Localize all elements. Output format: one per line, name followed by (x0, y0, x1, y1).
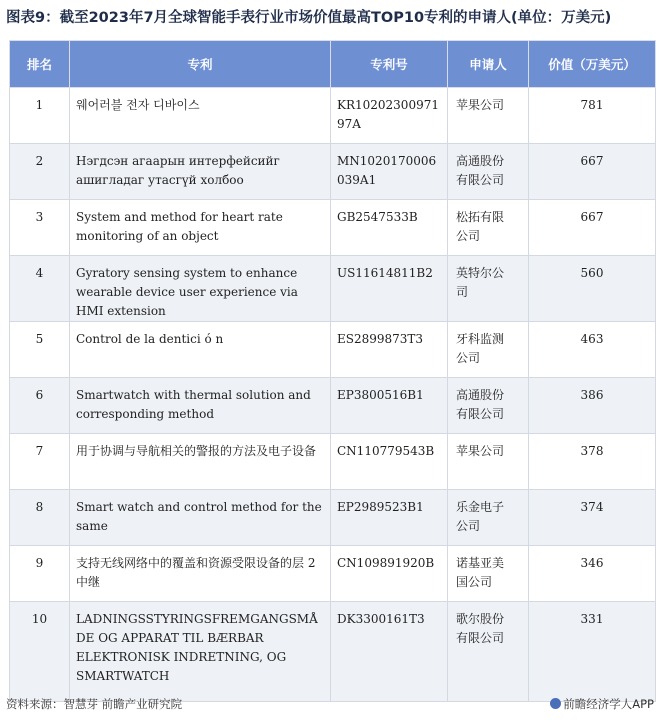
value-cell: 667 (529, 200, 656, 256)
rank-cell: 2 (10, 144, 70, 200)
patent-title-cell: Нэгдсэн агаарын интерфейсийг ашигладаг утасгүй холбоо (70, 144, 331, 200)
brand-logo-icon (550, 698, 561, 709)
applicant-cell: 牙科监测公司 (448, 322, 529, 378)
brand-footer (550, 696, 654, 712)
header-applicant: 申请人 (448, 41, 529, 88)
applicant-cell: 乐金电子公司 (448, 490, 529, 546)
rank-cell: 5 (10, 322, 70, 378)
value-cell: 386 (529, 378, 656, 434)
table-row (10, 144, 656, 200)
patent-number-cell: KR1020230097197A (331, 88, 448, 144)
table-row (10, 490, 656, 546)
header-patent: 专利 (70, 41, 331, 88)
patent-number-cell: US11614811B2 (331, 256, 448, 322)
patent-title-cell: 支持无线网络中的覆盖和资源受限设备的层 2 中继 (70, 546, 331, 602)
applicant-cell: 诺基亚美国公司 (448, 546, 529, 602)
header-patent-number: 专利号 (331, 41, 448, 88)
table-row (10, 88, 656, 144)
table-row (10, 546, 656, 602)
patent-number-cell: MN1020170006039A1 (331, 144, 448, 200)
value-cell: 667 (529, 144, 656, 200)
patent-title-cell: Smart watch and control method for the same (70, 490, 331, 546)
rank-cell: 1 (10, 88, 70, 144)
patent-number-cell: CN109891920B (331, 546, 448, 602)
table-header-row (10, 41, 656, 88)
rank-cell: 7 (10, 434, 70, 490)
patent-title-cell: 用于协调与导航相关的警报的方法及电子设备 (70, 434, 331, 490)
rank-cell: 9 (10, 546, 70, 602)
patent-number-cell: GB2547533B (331, 200, 448, 256)
header-rank: 排名 (10, 41, 70, 88)
rank-cell: 6 (10, 378, 70, 434)
rank-cell: 8 (10, 490, 70, 546)
table-row (10, 322, 656, 378)
value-cell: 463 (529, 322, 656, 378)
patent-title-cell: Smartwatch with thermal solution and corresponding method (70, 378, 331, 434)
table-row (10, 602, 656, 702)
patent-title-cell: System and method for heart rate monitoring of an object (70, 200, 331, 256)
value-cell: 781 (529, 88, 656, 144)
chart-title: 图表9：截至2023年7月全球智能手表行业市场价值最高TOP10专利的申请人(单位：万美元) (6, 10, 612, 26)
value-cell: 560 (529, 256, 656, 322)
brand-name: 前瞻经济学人APP (563, 697, 654, 711)
patent-table (9, 40, 656, 702)
table-row (10, 256, 656, 322)
rank-cell: 4 (10, 256, 70, 322)
header-value: 价值（万美元） (529, 41, 656, 88)
value-cell: 346 (529, 546, 656, 602)
applicant-cell: 英特尔公司 (448, 256, 529, 322)
patent-number-cell: CN110779543B (331, 434, 448, 490)
table-body (10, 88, 656, 702)
applicant-cell: 苹果公司 (448, 434, 529, 490)
value-cell: 331 (529, 602, 656, 702)
patent-title-cell: LADNINGSSTYRINGSFREMGANGSMÅDE OG APPARAT TIL BÆRBAR ELEKTRONISK INDRETNING, OG SMARTWATCH (70, 602, 331, 702)
applicant-cell: 高通股份有限公司 (448, 144, 529, 200)
patent-title-cell: Gyratory sensing system to enhance wearable device user experience via HMI extension (70, 256, 331, 322)
patent-number-cell: EP2989523B1 (331, 490, 448, 546)
applicant-cell: 高通股份有限公司 (448, 378, 529, 434)
patent-number-cell: EP3800516B1 (331, 378, 448, 434)
table-row (10, 200, 656, 256)
applicant-cell: 苹果公司 (448, 88, 529, 144)
patent-number-cell: ES2899873T3 (331, 322, 448, 378)
value-cell: 378 (529, 434, 656, 490)
patent-title-cell: Control de la dentici ó n (70, 322, 331, 378)
rank-cell: 3 (10, 200, 70, 256)
applicant-cell: 歌尔股份有限公司 (448, 602, 529, 702)
rank-cell: 10 (10, 602, 70, 702)
table-row (10, 434, 656, 490)
value-cell: 374 (529, 490, 656, 546)
applicant-cell: 松拓有限公司 (448, 200, 529, 256)
table-row (10, 378, 656, 434)
patent-title-cell: 웨어러블 전자 디바이스 (70, 88, 331, 144)
source-note: 资料来源：智慧芽 前瞻产业研究院 (6, 697, 183, 711)
patent-number-cell: DK3300161T3 (331, 602, 448, 702)
